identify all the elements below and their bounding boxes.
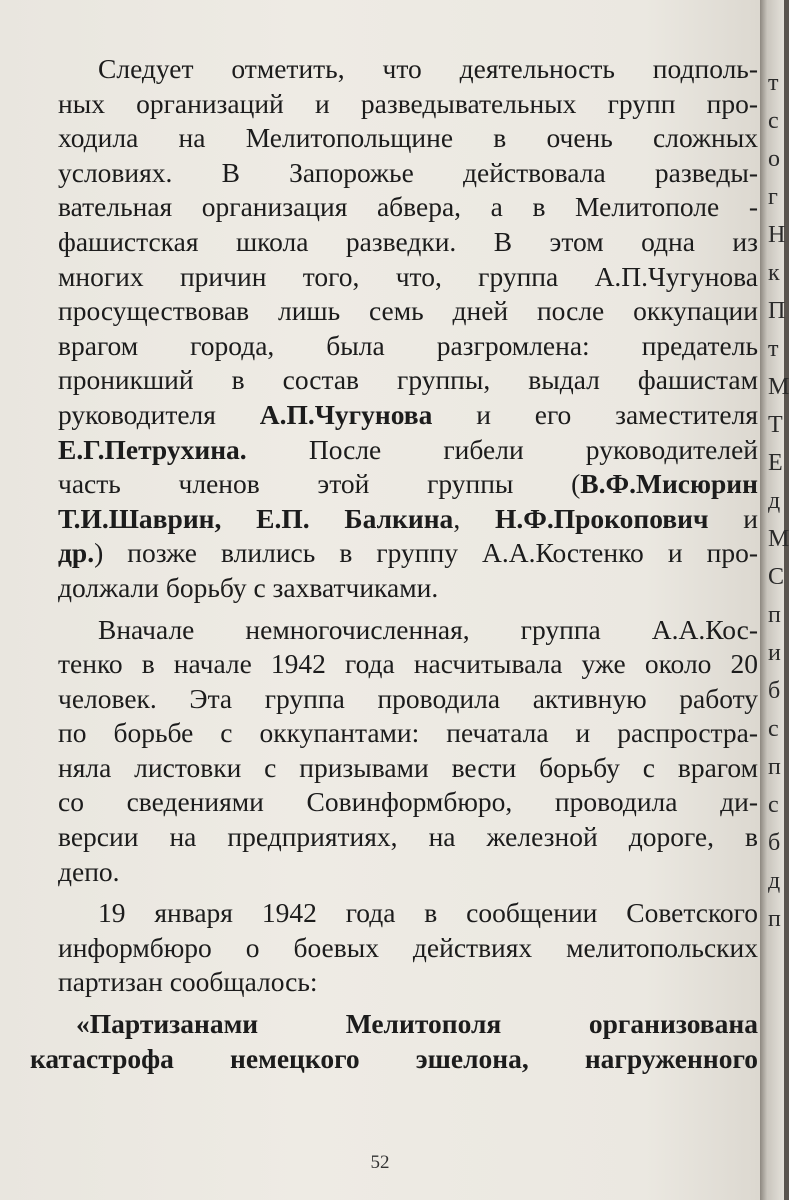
text-line: врагом города, была разгромлена: предатель xyxy=(58,329,758,361)
text-line: многих причин того, что, группа А.П.Чугунова xyxy=(58,260,758,292)
bold-name: др. xyxy=(58,537,95,569)
text-line: проникший в состав группы, выдал фашистам xyxy=(58,364,758,396)
page-text xyxy=(30,52,759,1076)
text-line: человек. Эта группа проводила активную работу xyxy=(58,682,758,714)
text-line: тенко в начале 1942 года насчитывала уже около 20 xyxy=(58,648,758,680)
text-line: по борьбе с оккупантами: печатала и распростра- xyxy=(58,717,758,749)
text-line: фашистская школа разведки. В этом одна из xyxy=(58,225,758,257)
adjacent-page-letter: д xyxy=(768,488,781,514)
adjacent-page-letter: б xyxy=(768,830,781,856)
text-line: ных организаций и разведывательных групп про- xyxy=(58,87,758,119)
adjacent-page-edge xyxy=(760,0,789,1200)
text-line: информбюро о боевых действиях мелитопольских xyxy=(58,931,758,963)
text-line: Е.Г.Петрухина. После гибели руководителей xyxy=(58,433,758,465)
adjacent-page-letter: П xyxy=(768,298,786,324)
adjacent-page-letter: б xyxy=(768,678,781,704)
text-line: Т.И.Шаврин, Е.П. Балкина, Н.Ф.Прокопович и xyxy=(58,502,759,534)
adjacent-page-letter: п xyxy=(768,906,781,932)
adjacent-page-letter: о xyxy=(768,146,780,172)
text-line: версии на предприятиях, на железной дороге, в xyxy=(58,821,758,853)
text-line: партизан сообщалось: xyxy=(58,966,318,998)
paragraph xyxy=(58,896,758,1000)
text-line: просуществовав лишь семь дней после оккупации xyxy=(58,295,758,327)
adjacent-page-letter: г xyxy=(768,184,778,210)
text-line: др.) позже влились в группу А.А.Костенко и про- xyxy=(58,537,758,569)
text-line: часть членов этой группы (В.Ф.Мисюрин xyxy=(58,468,758,500)
text-line: няла листовки с призывами вести борьбу с врагом xyxy=(58,751,758,783)
bold-name: А.П.Чугунова xyxy=(259,398,433,430)
bold-name: Т.И.Шаврин, Е.П. Балкина xyxy=(58,502,454,534)
adjacent-page-letter: т xyxy=(768,70,779,96)
bold-name: Е.Г.Петрухина. xyxy=(58,433,247,465)
adjacent-page-letter: М xyxy=(768,374,789,400)
text-line: «Партизанами Мелитополя организована xyxy=(76,1008,758,1040)
adjacent-page-letter: п xyxy=(768,602,781,628)
adjacent-page-letter: с xyxy=(768,108,779,134)
adjacent-page-letter: с xyxy=(768,792,779,818)
text-line: Вначале немногочисленная, группа А.А.Кос- xyxy=(98,613,758,645)
text-line: руководителя А.П.Чугунова и его заместителя xyxy=(58,398,758,430)
paragraph xyxy=(58,52,758,606)
text-line: со сведениями Совинформбюро, проводила ди- xyxy=(58,786,758,818)
adjacent-page-letter: и xyxy=(768,640,781,666)
adjacent-page-letter: т xyxy=(768,336,779,362)
page-number: 52 xyxy=(370,1152,390,1173)
quote-paragraph xyxy=(30,1007,758,1076)
adjacent-page-letter: с xyxy=(768,716,779,742)
text-line: условиях. В Запорожье действовала разведы- xyxy=(58,156,758,188)
text-line: должали борьбу с захватчиками. xyxy=(58,571,439,603)
adjacent-page-letter: к xyxy=(768,260,780,286)
text-line: Следует отметить, что деятельность подполь- xyxy=(98,53,758,84)
adjacent-page-letter: п xyxy=(768,754,781,780)
adjacent-page-letter: Т xyxy=(768,412,783,438)
adjacent-page-letter: д xyxy=(768,868,781,894)
bold-name: Н.Ф.Прокопович xyxy=(494,502,709,534)
text-line: депо. xyxy=(58,855,120,887)
paragraph xyxy=(58,613,758,890)
bold-name: В.Ф.Мисюрин xyxy=(580,468,758,500)
adjacent-page-letter: М xyxy=(768,526,789,552)
text-line: вательная организация абвера, а в Мелитополе - xyxy=(58,191,758,223)
text-line: катастрофа немецкого эшелона, нагруженного xyxy=(30,1042,758,1074)
adjacent-page-letter: С xyxy=(768,564,785,590)
text-line: ходила на Мелитопольщине в очень сложных xyxy=(58,122,758,154)
text-line: 19 января 1942 года в сообщении Советского xyxy=(98,897,758,929)
adjacent-page-letter: Е xyxy=(768,450,783,476)
adjacent-page-letter: Н xyxy=(768,222,786,248)
